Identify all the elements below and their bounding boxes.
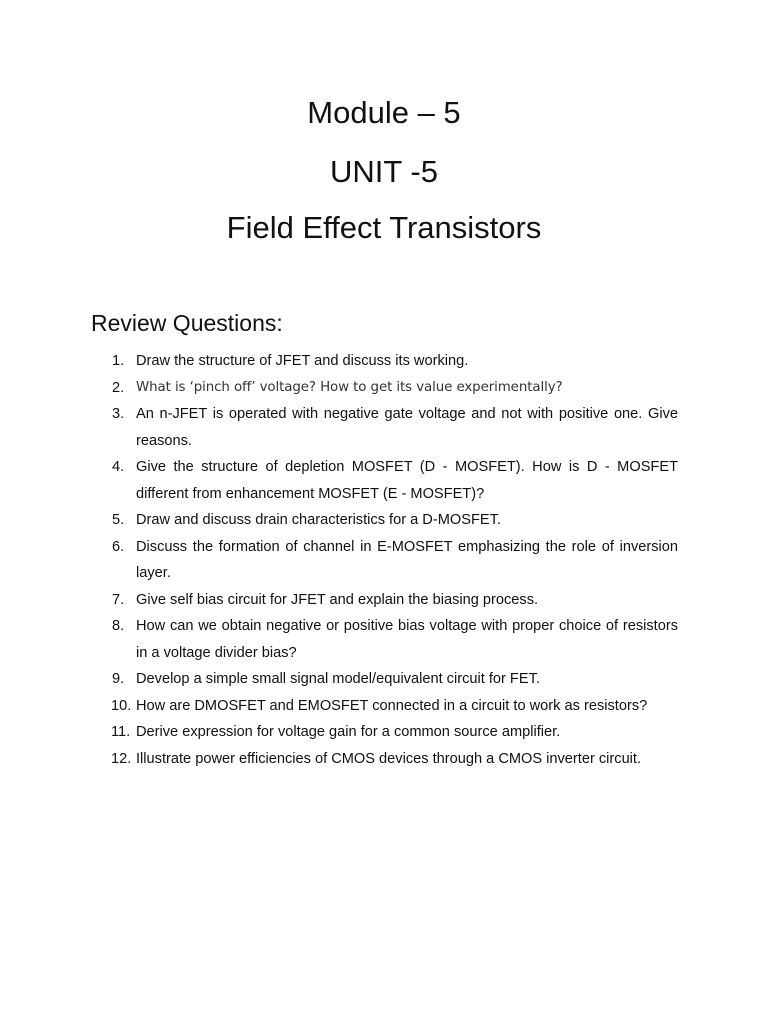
question-number: 7.: [112, 591, 125, 608]
question-text: How are DMOSFET and EMOSFET connected in a circuit to work as resistors?: [136, 697, 648, 714]
question-item: [0, 507, 678, 534]
review-questions-heading: Review Questions:: [91, 310, 283, 336]
module-title: Module – 5: [307, 95, 461, 130]
question-text: Draw and discuss drain characteristics for a D-MOSFET.: [136, 512, 501, 528]
unit-title: UNIT -5: [330, 154, 438, 189]
question-item: [0, 587, 678, 614]
question-item: [0, 401, 678, 454]
question-number: 11.: [111, 724, 131, 740]
question-item: [0, 746, 678, 773]
question-text: Give self bias circuit for JFET and explain the biasing process.: [136, 591, 539, 608]
question-text: What is ‘pinch off’ voltage? How to get its value experimentally?: [136, 379, 563, 395]
question-item: [0, 666, 678, 693]
question-number: 2.: [112, 379, 125, 396]
question-item: [0, 375, 678, 402]
question-number: 9.: [112, 671, 125, 687]
question-text: Develop a simple small signal model/equivalent circuit for FET.: [136, 671, 540, 687]
question-item: [0, 613, 678, 666]
question-number: 1.: [112, 353, 125, 369]
question-number: 3.: [112, 406, 125, 422]
questions-list: [0, 348, 768, 772]
question-number: 5.: [112, 512, 125, 528]
question-text: How can we obtain negative or positive bias voltage with proper choice of resistors in a voltage divider bias?: [136, 618, 678, 661]
question-item: [0, 454, 678, 507]
question-text: Give the structure of depletion MOSFET (D - MOSFET). How is D - MOSFET different from enhancement MOSFET (E - MOSFET)?: [136, 459, 678, 502]
question-number: 8.: [112, 618, 125, 634]
question-text: Illustrate power efficiencies of CMOS devices through a CMOS inverter circuit.: [136, 750, 642, 767]
question-item: [0, 719, 678, 746]
question-text: Draw the structure of JFET and discuss its working.: [136, 353, 469, 369]
question-item: [0, 693, 678, 720]
question-number: 4.: [112, 459, 125, 475]
question-text: Discuss the formation of channel in E-MOSFET emphasizing the role of inversion layer.: [136, 538, 678, 581]
subject-title: Field Effect Transistors: [226, 210, 542, 245]
question-text: An n-JFET is operated with negative gate voltage and not with positive one. Give reasons.: [136, 406, 678, 449]
question-text: Derive expression for voltage gain for a common source amplifier.: [136, 724, 561, 740]
question-item: [0, 348, 678, 375]
question-item: [0, 534, 678, 587]
question-number: 12.: [111, 750, 132, 767]
question-number: 6.: [112, 538, 125, 555]
question-number: 10.: [111, 697, 132, 714]
